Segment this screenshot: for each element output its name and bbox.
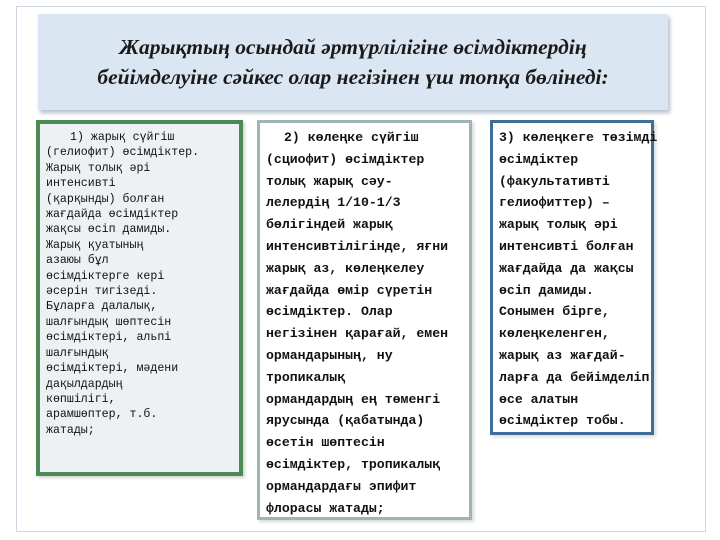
- col1-line: өсімдіктері, альпі: [46, 331, 172, 345]
- title-line-1: Жарықтың осындай әртүрлілігіне өсімдіктердің: [119, 35, 587, 59]
- title-line-2: бейімделуіне сәйкес олар негізінен үш топқа бөлінеді:: [97, 65, 609, 89]
- col1-line: көпшілігі,: [46, 392, 116, 406]
- col2-line: ярусында (қабатында): [266, 413, 425, 429]
- col1-line: Бұларға далалық,: [46, 300, 158, 314]
- col1-line: жағдайда өсімдіктер: [46, 208, 179, 222]
- col1-line: Жарық толық әрі: [46, 161, 151, 175]
- col3-line: өсімдіктер тобы.: [499, 413, 626, 429]
- col2-line: тропикалық: [266, 369, 346, 385]
- col2-line: интенсивтілігінде, яғни: [266, 238, 449, 254]
- col3-line: көлеңкеленген,: [499, 326, 610, 342]
- slide-title-box: [38, 14, 668, 110]
- col1-line: шалғындық: [46, 346, 109, 360]
- col1-line: өсімдіктерге кері: [46, 269, 165, 283]
- col2-line: (сциофит) өсімдіктер: [266, 151, 425, 167]
- col3-line: интенсивті болған: [499, 238, 634, 254]
- col3-line: (факультативті: [499, 173, 610, 189]
- col2-line: ормандардың ең төменгі: [266, 391, 441, 407]
- col1-line: өсімдіктері, мәдени: [46, 362, 179, 376]
- col2-line: негізінен қарағай, емен: [266, 326, 449, 342]
- col2-line: ормандардағы эпифит: [266, 478, 417, 494]
- col2-line: жарық аз, көлеңкелеу: [266, 260, 425, 276]
- col1-line: арамшөптер, т.б.: [46, 408, 158, 422]
- col1-line: (гелиофит) өсімдіктер.: [46, 146, 200, 160]
- heliophyte-box: [36, 120, 243, 476]
- col2-line: өсімдіктер. Олар: [266, 304, 393, 320]
- col1-line: жақсы өсіп дамиды.: [46, 223, 172, 237]
- col3-line: өсіп дамиды.: [499, 282, 594, 298]
- col2-line: толық жарық сәу-: [266, 173, 393, 189]
- slide-title: [97, 32, 608, 92]
- col1-line: интенсивті: [46, 177, 116, 191]
- col3-line: 3) көлеңкеге төзімді: [499, 130, 658, 145]
- col3-line: өсімдіктер: [499, 151, 579, 167]
- col2-line: 2) көлеңке сүйгіш: [284, 130, 419, 145]
- sciophyte-box: [257, 120, 472, 520]
- col1-line: дақылдардың: [46, 377, 123, 391]
- col2-line: ормандарының, ну: [266, 347, 393, 363]
- col1-line: әсерін тигізеді.: [46, 285, 158, 299]
- col3-line: ларға да бейімделіп: [499, 369, 650, 385]
- col3-line: гелиофиттер) –: [499, 195, 610, 211]
- col1-line: (қарқынды) болған: [46, 192, 165, 206]
- col1-line: шалғындық шөптесін: [46, 315, 172, 329]
- col2-line: өсетін шөптесін: [266, 435, 385, 451]
- col3-line: өсе алатын: [499, 391, 579, 407]
- col3-line: жағдайда да жақсы: [499, 260, 634, 276]
- col1-line: 1) жарық сүйгіш: [70, 131, 175, 144]
- col3-line: жарық аз жағдай-: [499, 347, 626, 363]
- col2-line: бөлігіндей жарық: [266, 217, 393, 233]
- col1-line: Жарық қуатының: [46, 238, 144, 252]
- col3-line: Сонымен бірге,: [499, 304, 610, 320]
- col2-line: өсімдіктер, тропикалық: [266, 456, 441, 472]
- col2-line: флорасы жатады;: [266, 500, 385, 516]
- col1-line: азаюы бұл: [46, 254, 109, 268]
- col2-line: лелердің 1/10-1/3: [266, 195, 401, 211]
- col2-line: жағдайда өмір сүретін: [266, 282, 433, 298]
- col1-line: жатады;: [46, 423, 95, 437]
- facultative-heliophyte-box: [490, 120, 658, 435]
- col3-line: жарық толық әрі: [499, 217, 618, 233]
